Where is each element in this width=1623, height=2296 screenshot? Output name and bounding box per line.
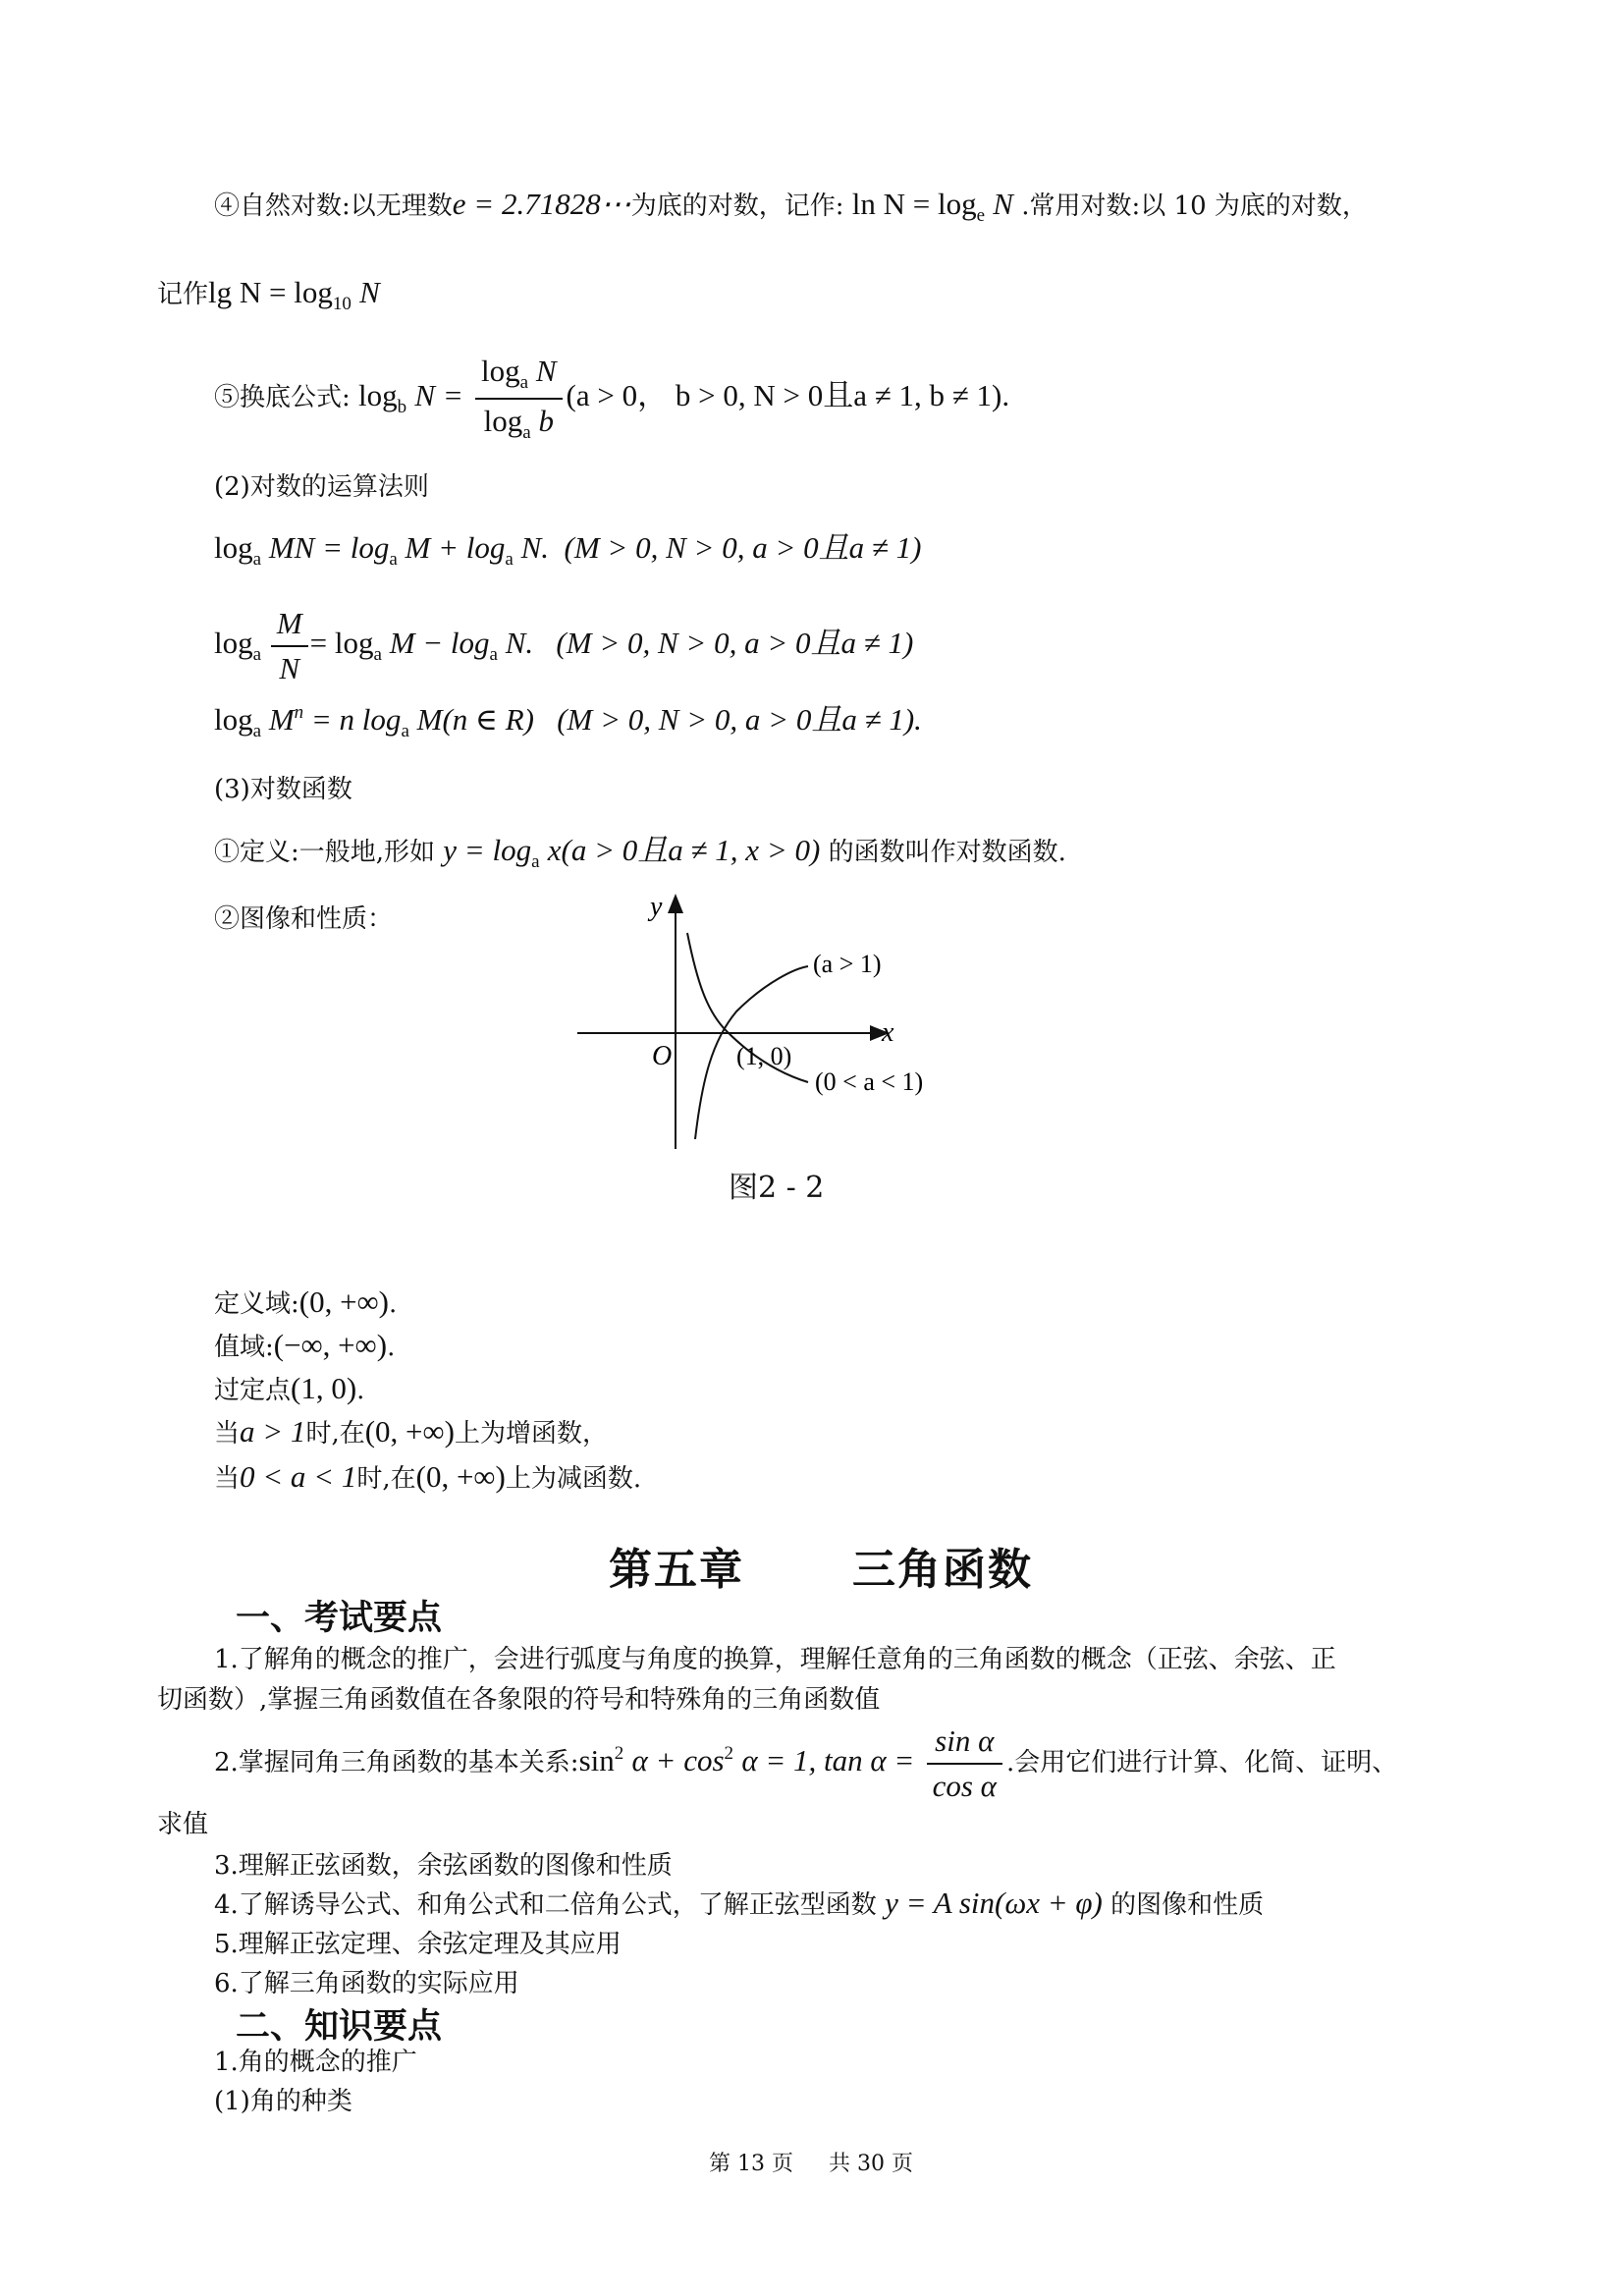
r3-b: M [268, 702, 295, 737]
exam-item-2 [214, 1717, 1397, 1810]
log-function-graph [569, 884, 962, 1159]
r2-log: log [214, 626, 253, 660]
r3-d: M(n ∈ R) [416, 702, 534, 737]
r1-sub1: a [252, 549, 262, 570]
e-value: e = 2.71828⋯ [452, 187, 631, 221]
chapter-title: 三角函数 [852, 1545, 1033, 1595]
r2-c: M − log [389, 626, 490, 660]
r1-d: N. [520, 530, 550, 565]
item2-prefix: 2.掌握同角三角函数的基本关系: [214, 1748, 579, 1777]
range-value: (−∞, +∞) [273, 1328, 388, 1362]
natural-log-middle: 为底的对数，记作: [630, 191, 844, 221]
cob-den-end: b [538, 404, 554, 438]
cob-denominator [475, 400, 563, 446]
r1-cond: (M > 0, N > 0, a > 0且a ≠ 1) [564, 530, 922, 565]
inc-mid: 时,在 [305, 1419, 365, 1449]
r1-log: log [214, 530, 253, 565]
dec-mid: 时,在 [356, 1464, 416, 1494]
cob-num-log: log [481, 354, 520, 388]
dec-cond: 0 < a < 1 [240, 1459, 357, 1494]
r3-log: log [214, 702, 253, 737]
r2-d: N. [505, 626, 534, 660]
curve-label-a-less-1: (0 < a < 1) [815, 1067, 924, 1096]
r2-b: = log [309, 626, 374, 660]
dec-suffix: 上为减函数. [505, 1464, 642, 1494]
point-label-text: 过定点 [214, 1376, 292, 1405]
knowledge-item-1-sub: (1)角的种类 [214, 2087, 352, 2116]
range-label: 值域: [214, 1333, 274, 1362]
ln-formula-end: N [993, 187, 1013, 221]
item4-suffix: 的图像和性质 [1110, 1890, 1265, 1920]
common-log-prefix: 记作 [157, 280, 209, 309]
r2-fraction [271, 604, 308, 688]
r3-sub2: a [401, 721, 409, 741]
dec-prefix: 当 [214, 1464, 241, 1494]
exam-item-2-cont: 求值 [157, 1810, 209, 1839]
cob-den-log: log [483, 404, 523, 438]
point-value: (1, 0) [291, 1371, 357, 1405]
common-log-line [157, 275, 380, 315]
item2-cos: α + cos [631, 1743, 725, 1777]
exam-points-heading: 一、考试要点 [236, 1598, 443, 1638]
origin-label: O [652, 1041, 673, 1071]
item2-suffix: .会用它们进行计算、化简、证明、 [1005, 1748, 1398, 1777]
page-footer [709, 2147, 913, 2177]
dec-interval: (0, +∞) [415, 1459, 506, 1494]
log-rule-power [214, 702, 922, 742]
lg-formula-end: N [359, 275, 380, 309]
natural-log-suffix: .常用对数:以 10 为底的对数， [1021, 191, 1368, 221]
r1-c: M + log [405, 530, 506, 565]
cob-num-end: N [535, 354, 557, 388]
exam-item-3: 3.理解正弦函数，余弦函数的图像和性质 [214, 1851, 673, 1881]
item2-cos-sup: 2 [724, 1743, 734, 1764]
item2-num: sin α [927, 1722, 1002, 1765]
exam-item-1-cont: 切函数）,掌握三角函数值在各象限的符号和特殊角的三角函数值 [157, 1685, 881, 1715]
r2-sub2: a [373, 644, 382, 665]
cob-numerator [475, 352, 563, 400]
r1-b: MN = log [268, 530, 390, 565]
point-label: (1, 0) [736, 1042, 792, 1070]
r1-sub3: a [505, 549, 514, 570]
change-of-base-line [214, 352, 1009, 446]
exam-item-6: 6.了解三角函数的实际应用 [214, 1969, 519, 1998]
chapter-heading [609, 1534, 1033, 1597]
exam-item-5: 5.理解正弦定理、余弦定理及其应用 [214, 1930, 622, 1959]
cob-lhs: log [358, 378, 398, 412]
property-range: 值域:(−∞, +∞). [214, 1328, 396, 1362]
y-axis-label: y [650, 892, 663, 922]
cob-lhs-sub: b [397, 397, 407, 417]
ln-formula-sub: e [976, 205, 986, 226]
def-formula: y = log [443, 833, 532, 867]
def-prefix: ①定义:一般地,形如 [214, 838, 436, 867]
domain-label: 定义域: [214, 1289, 299, 1319]
cob-condition: (a > 0， b > 0, N > 0且a ≠ 1, b ≠ 1). [566, 378, 1010, 412]
exam-item-1: 1.了解角的概念的推广，会进行弧度与角度的换算，理解任意角的三角函数的概念（正弦、余弦、正 [214, 1645, 1336, 1674]
natural-log-line [214, 187, 1368, 227]
ln-formula: ln N = log [851, 187, 977, 221]
chapter-number: 第五章 [609, 1545, 744, 1595]
item2-fraction [927, 1722, 1002, 1806]
r2-den: N [279, 650, 300, 685]
def-suffix: 的函数叫作对数函数. [828, 838, 1066, 867]
r3-sub1: a [252, 721, 262, 741]
natural-log-prefix: ④自然对数:以无理数 [214, 191, 453, 221]
exam-item-4 [214, 1886, 1264, 1923]
def-formula-end: x(a > 0且a ≠ 1, x > 0) [547, 833, 821, 867]
r2-cond: (M > 0, N > 0, a > 0且a ≠ 1) [556, 626, 914, 660]
item4-prefix: 4.了解诱导公式、和角公式和二倍角公式，了解正弦型函数 [214, 1890, 877, 1920]
property-fixed-point: 过定点(1, 0). [214, 1371, 365, 1405]
log-rule-quotient [214, 599, 913, 692]
r3-sup: n [294, 702, 304, 723]
log-rule-product [214, 530, 921, 571]
inc-interval: (0, +∞) [364, 1414, 455, 1449]
log-function-title: (3)对数函数 [214, 775, 352, 804]
r2-sub3: a [489, 644, 498, 665]
cob-fraction [475, 352, 563, 446]
curve-label-a-greater-1: (a > 1) [813, 950, 882, 978]
item2-sin-sup: 2 [614, 1743, 624, 1764]
graph-label: ②图像和性质： [214, 904, 394, 934]
lg-formula-sub: 10 [332, 294, 352, 314]
item4-formula: y = A sin(ωx + φ) [885, 1886, 1103, 1920]
inc-cond: a > 1 [240, 1414, 306, 1449]
domain-value: (0, +∞) [298, 1285, 389, 1319]
cob-num-sub: a [519, 372, 529, 393]
r3-c: = n log [310, 702, 402, 737]
inc-prefix: 当 [214, 1419, 241, 1449]
figure-caption: 图2 - 2 [729, 1171, 825, 1205]
x-axis-label: x [882, 1017, 894, 1048]
item2-tan: α = 1, tan α = [741, 1743, 915, 1777]
change-of-base-prefix: ⑤换底公式: [214, 383, 351, 412]
lg-formula: lg N = log [208, 275, 333, 309]
knowledge-item-1: 1.角的概念的推广 [214, 2048, 417, 2077]
cob-den-sub: a [522, 422, 531, 443]
property-domain: 定义域:(0, +∞). [214, 1285, 398, 1319]
property-decreasing [214, 1459, 641, 1497]
r3-cond: (M > 0, N > 0, a > 0且a ≠ 1). [557, 702, 922, 737]
def-formula-sub: a [531, 851, 540, 872]
r2-sub1: a [252, 644, 262, 665]
item2-sin: sin [578, 1743, 615, 1777]
r2-num: M [271, 604, 308, 647]
cob-lhs-end: N = [414, 378, 463, 412]
page-number: 第 13 页 [709, 2152, 793, 2176]
knowledge-points-heading: 二、知识要点 [236, 2006, 443, 2047]
r1-sub2: a [389, 549, 398, 570]
log-function-definition [214, 833, 1066, 873]
inc-suffix: 上为增函数， [454, 1419, 608, 1449]
property-increasing [214, 1414, 608, 1451]
page-total: 共 30 页 [828, 2152, 913, 2176]
item2-den: cos α [932, 1769, 997, 1803]
rules-title: (2)对数的运算法则 [214, 472, 429, 502]
